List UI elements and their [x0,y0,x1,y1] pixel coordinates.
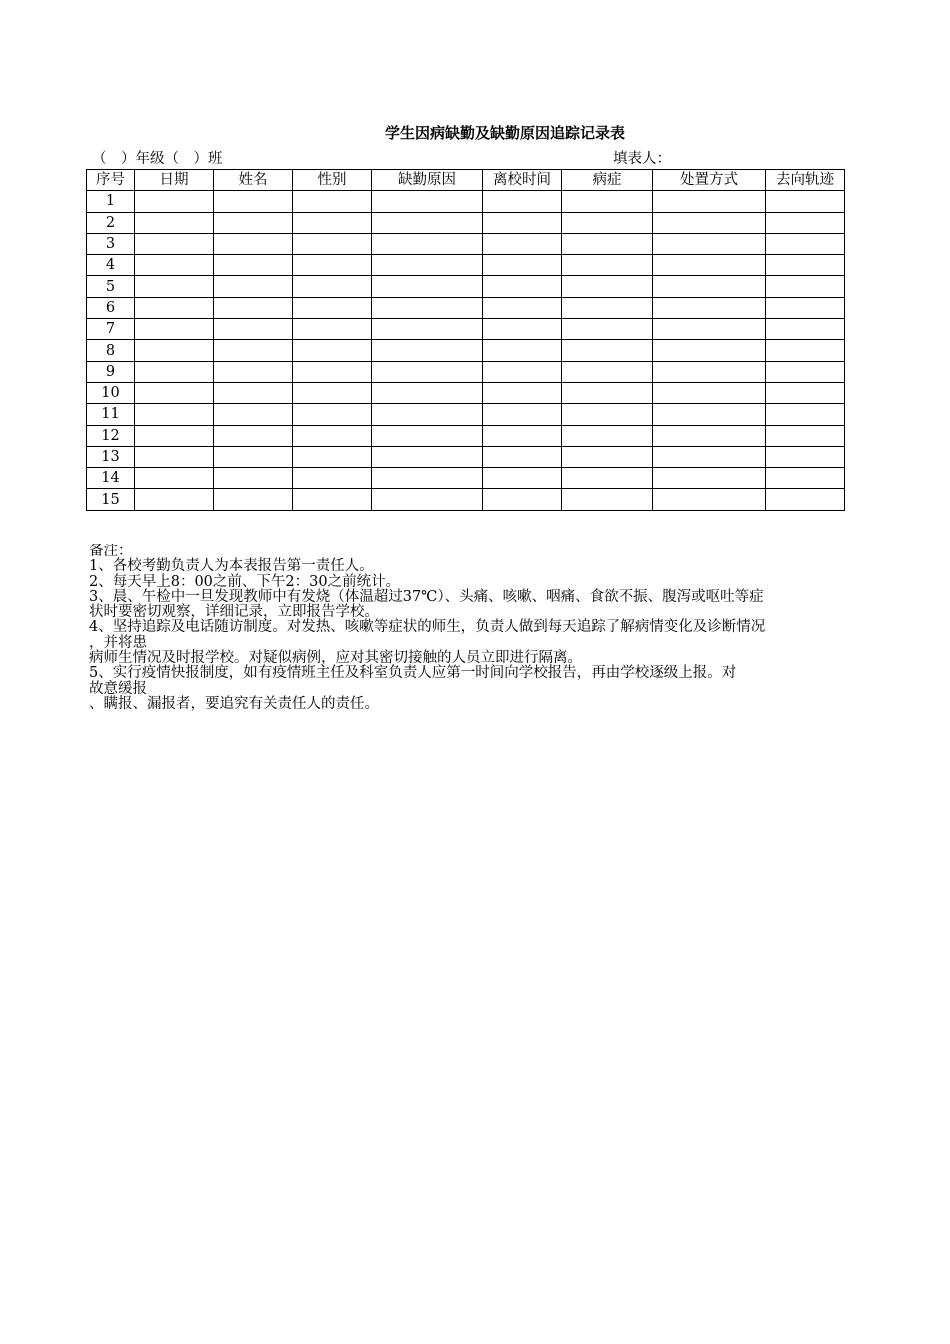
table-cell[interactable] [766,404,845,425]
row-number: 7 [87,319,135,340]
row-number: 15 [87,489,135,510]
table-cell[interactable] [214,319,293,340]
table-cell[interactable] [653,319,766,340]
table-cell[interactable] [562,446,653,467]
note-line: 4、坚持追踪及电话随访制度。对发热、咳嗽等症状的师生，负责人做到每天追踪了解病情变化及诊断情况 [89,619,766,636]
table-cell[interactable] [372,404,483,425]
note-line: 病师生情况及时报学校。对疑似病例，应对其密切接触的人员立即进行隔离。 [89,650,582,667]
row-number: 12 [87,425,135,446]
table-cell[interactable] [214,212,293,233]
table-cell[interactable] [214,340,293,361]
note-line: 3、晨、午检中一旦发现教师中有发烧（体温超过37℃）、头痛、咳嗽、咽痛、食欲不振、腹泻或呕吐等症 [89,588,764,605]
table-cell[interactable] [653,425,766,446]
table-cell[interactable] [372,276,483,297]
attendance-table [86,169,845,511]
table-row [87,255,845,276]
table-row [87,468,845,489]
table-row [87,446,845,467]
table-cell[interactable] [766,212,845,233]
table-cell[interactable] [372,319,483,340]
table-cell[interactable] [562,255,653,276]
table-cell[interactable] [766,489,845,510]
table-row [87,489,845,510]
table-cell[interactable] [372,446,483,467]
header-seq: 序号 [87,170,135,191]
table-cell[interactable] [483,212,562,233]
table-cell[interactable] [562,361,653,382]
table-cell[interactable] [214,191,293,212]
table-cell[interactable] [483,340,562,361]
table-cell[interactable] [483,276,562,297]
header-row [87,170,845,191]
note-line: 2、每天早上8：00之前、下午2：30之前统计。 [89,573,401,590]
table-cell[interactable] [135,425,214,446]
table-cell[interactable] [372,340,483,361]
table-cell[interactable] [293,297,372,318]
table-cell[interactable] [293,446,372,467]
table-cell[interactable] [135,468,214,489]
form-title: 学生因病缺勤及缺勤原因追踪记录表 [384,124,625,142]
table-cell[interactable] [653,489,766,510]
table-cell[interactable] [483,297,562,318]
table-cell[interactable] [483,382,562,403]
table-cell[interactable] [483,319,562,340]
table-cell[interactable] [372,233,483,254]
header-handling: 处置方式 [653,170,766,191]
table-cell[interactable] [562,404,653,425]
table-cell[interactable] [766,233,845,254]
table-cell[interactable] [766,382,845,403]
table-cell[interactable] [293,319,372,340]
table-cell[interactable] [483,404,562,425]
row-number: 5 [87,276,135,297]
table-cell[interactable] [653,276,766,297]
table-cell[interactable] [293,191,372,212]
table-cell[interactable] [766,468,845,489]
table-cell[interactable] [766,340,845,361]
table-cell[interactable] [214,255,293,276]
header-gender: 性别 [293,170,372,191]
table-cell[interactable] [483,468,562,489]
table-cell[interactable] [372,191,483,212]
note-line: ，并将患 [89,634,147,651]
table-cell[interactable] [562,276,653,297]
grade-class-label: （ ）年级（ ）班 [92,151,223,167]
table-cell[interactable] [135,191,214,212]
table-cell[interactable] [562,233,653,254]
header-symptom: 病症 [562,170,653,191]
table-cell[interactable] [766,319,845,340]
row-number: 10 [87,382,135,403]
table-cell[interactable] [372,489,483,510]
table-cell[interactable] [135,489,214,510]
row-number: 8 [87,340,135,361]
note-line: 故意缓报 [89,680,147,697]
table-cell[interactable] [135,361,214,382]
table-row [87,340,845,361]
note-line: 、瞒报、漏报者，要追究有关责任人的责任。 [89,695,379,712]
table-row [87,233,845,254]
notes-block [89,544,845,712]
table-cell[interactable] [135,340,214,361]
table-cell[interactable] [135,319,214,340]
row-number: 3 [87,233,135,254]
table-cell[interactable] [483,233,562,254]
table-cell[interactable] [562,468,653,489]
table-cell[interactable] [293,233,372,254]
table-cell[interactable] [293,489,372,510]
row-number: 13 [87,446,135,467]
table-cell[interactable] [372,361,483,382]
table-cell[interactable] [372,425,483,446]
row-number: 11 [87,404,135,425]
table-cell[interactable] [483,255,562,276]
table-cell[interactable] [293,255,372,276]
table-cell[interactable] [653,361,766,382]
table-cell[interactable] [766,191,845,212]
table-cell[interactable] [293,382,372,403]
table-cell[interactable] [562,191,653,212]
table-cell[interactable] [214,382,293,403]
row-number: 4 [87,255,135,276]
table-cell[interactable] [483,489,562,510]
table-cell[interactable] [653,255,766,276]
table-row [87,319,845,340]
table-cell[interactable] [135,446,214,467]
table-cell[interactable] [653,382,766,403]
table-cell[interactable] [214,489,293,510]
row-number: 14 [87,468,135,489]
table-cell[interactable] [766,297,845,318]
table-row [87,361,845,382]
table-cell[interactable] [372,212,483,233]
table-cell[interactable] [562,319,653,340]
row-number: 9 [87,361,135,382]
table-cell[interactable] [214,297,293,318]
table-cell[interactable] [653,446,766,467]
table-cell[interactable] [135,255,214,276]
table-cell[interactable] [562,297,653,318]
table-cell[interactable] [372,468,483,489]
table-cell[interactable] [293,468,372,489]
note-line: 状时要密切观察，详细记录，立即报告学校。 [89,604,379,621]
table-cell[interactable] [293,212,372,233]
table-cell[interactable] [766,425,845,446]
filler-label: 填表人： [613,151,671,167]
table-row [87,425,845,446]
table-cell[interactable] [135,276,214,297]
header-date: 日期 [135,170,214,191]
table-cell[interactable] [653,340,766,361]
table-cell[interactable] [293,340,372,361]
table-cell[interactable] [562,212,653,233]
header-whereabouts: 去向轨迹 [766,170,845,191]
table-row [87,276,845,297]
table-cell[interactable] [653,233,766,254]
table-cell[interactable] [372,255,483,276]
table-cell[interactable] [293,361,372,382]
table-row [87,382,845,403]
table-cell[interactable] [293,276,372,297]
table-cell[interactable] [214,233,293,254]
table-cell[interactable] [214,404,293,425]
table-cell[interactable] [653,404,766,425]
table-row [87,297,845,318]
table-cell[interactable] [214,425,293,446]
table-cell[interactable] [562,489,653,510]
table-cell[interactable] [135,212,214,233]
table-cell[interactable] [562,382,653,403]
table-cell[interactable] [766,276,845,297]
table-cell[interactable] [214,361,293,382]
table-cell[interactable] [483,191,562,212]
table-cell[interactable] [293,425,372,446]
table-cell[interactable] [766,446,845,467]
notes-heading: 备注： [89,544,133,559]
table-cell[interactable] [135,382,214,403]
table-cell[interactable] [562,425,653,446]
header-reason: 缺勤原因 [372,170,483,191]
table-cell[interactable] [214,276,293,297]
table-row [87,404,845,425]
table-cell[interactable] [653,297,766,318]
table-cell[interactable] [653,468,766,489]
table-cell[interactable] [562,340,653,361]
table-cell[interactable] [372,297,483,318]
header-name: 姓名 [214,170,293,191]
table-cell[interactable] [372,382,483,403]
note-line: 5、实行疫情快报制度，如有疫情班主任及科室负责人应第一时间向学校报告，再由学校逐级上报。对 [89,665,737,682]
table-cell[interactable] [214,446,293,467]
note-line: 1、各校考勤负责人为本表报告第一责任人。 [89,558,374,575]
row-number: 1 [87,191,135,212]
table-cell[interactable] [483,446,562,467]
table-cell[interactable] [766,361,845,382]
table-cell[interactable] [135,404,214,425]
row-number: 2 [87,212,135,233]
table-cell[interactable] [483,425,562,446]
row-number: 6 [87,297,135,318]
table-cell[interactable] [483,361,562,382]
table-cell[interactable] [766,255,845,276]
table-cell[interactable] [135,233,214,254]
table-cell[interactable] [653,191,766,212]
table-cell[interactable] [293,404,372,425]
table-cell[interactable] [653,212,766,233]
table-cell[interactable] [135,297,214,318]
table-row [87,212,845,233]
header-leave-time: 离校时间 [483,170,562,191]
table-row [87,191,845,212]
table-cell[interactable] [214,468,293,489]
